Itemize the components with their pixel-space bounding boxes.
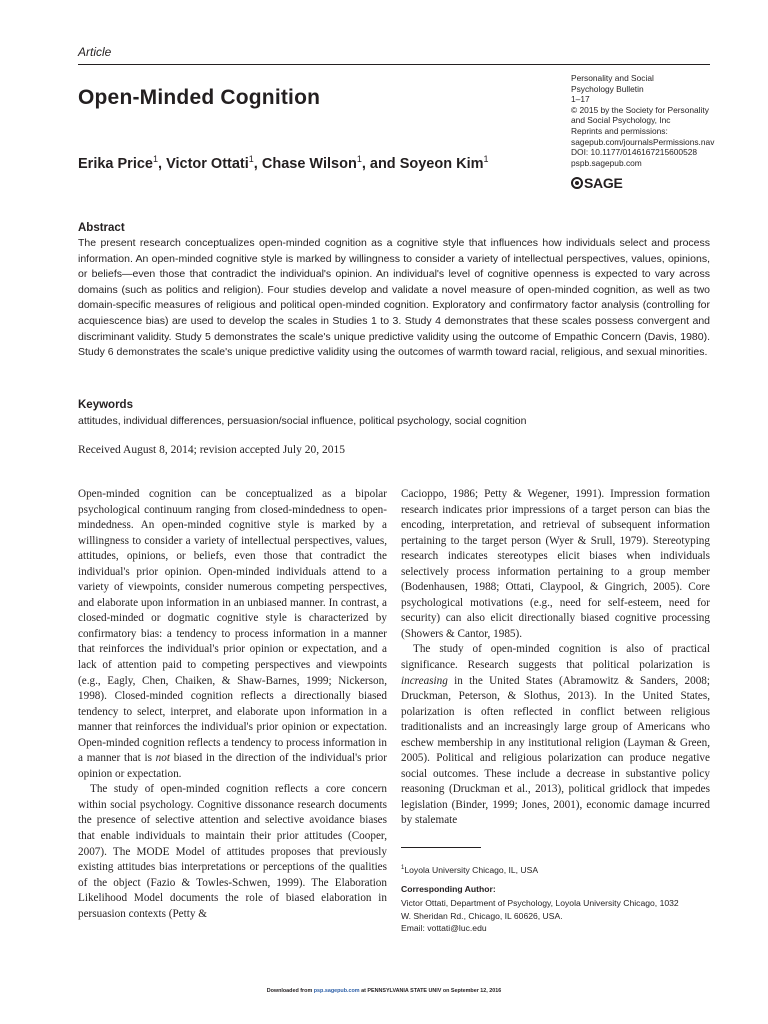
keywords-text: attitudes, individual differences, persuasion/social influence, political psychology, social cognition xyxy=(78,415,527,427)
corresponding-author-details xyxy=(401,897,711,935)
author-list xyxy=(78,154,489,172)
journal-info-line: DOI: 10.1177/0146167215600528 xyxy=(571,147,698,158)
download-source-link[interactable]: psp.sagepub.com xyxy=(313,988,360,994)
author-separator: , and xyxy=(361,155,400,172)
author-affiliation-mark: 1 xyxy=(483,154,489,164)
corresponding-line: Victor Ottati, Department of Psychology, Loyola University Chicago, 1032 xyxy=(401,898,679,908)
received-dates: Received August 8, 2014; revision accepted July 20, 2015 xyxy=(78,444,346,456)
abstract-text: The present research conceptualizes open-minded cognition as a cognitive style that influences how individuals select and process information. An open-minded cognitive style is marked by willingness to consider a variety of intellectual perspectives, values, opinions, or beliefs—even those that contradict the individual's opinion. An individual's level of cognitive openness is expected to vary across domains (such as politics and religion). Four studies develop and validate a novel measure of open-minded cognition, as well as two domain-specific measures of religious and political open-minded cognition. Exploratory and confirmatory factor analysis (controlling for acquiescence bias) are used to develop the scales in Studies 1 to 3. Study 4 demonstrates that these scales possess convergent and discriminant validity. Study 5 demonstrates the scale's unique predictive validity using the outcome of Empathic Concern (Davis, 1980). Study 6 demonstrates the scale's unique predictive validity using the outcomes of warmth toward racial, religious, and sexual minorities. xyxy=(78,237,710,359)
footnote-rule xyxy=(401,847,481,848)
author-name: Erika Price xyxy=(78,155,153,172)
body-paragraph: The study of open-minded cognition reflects a core concern within social psychology. Cognitive dissonance research documents the presence of selective attention and selective avoidance biases that enable individuals to maintain their prior attitudes (Cooper, 2007). The MODE Model of attitudes proposes that previously existing attitudes bias interpretations or perceptions of the qualities of the object (Fazio & Towles-Schwen, 1999). The Elaboration Likelihood Model documents the role of biased elaboration in persuasion contexts (Petty & xyxy=(78,783,387,920)
body-paragraph: Cacioppo, 1986; Petty & Wegener, 1991). Impression formation research indicates prior impressions of a target person can bias the encoding, interpretation, and retrieval of subsequent information pertaining to the target person (Wyer & Srull, 1979). Stereotyping research indicates stereotypes elicit biases when individuals selectively process information pertaining to a group member (Bodenhausen, 1988; Ottati, Claypool, & Gingrich, 2005). Core psychological motivations (e.g., need for self-esteem, need for security) can also elicit directionally biased cognitive processing (Showers & Cantor, 1985). xyxy=(401,488,710,640)
sage-logo-text: SAGE xyxy=(584,175,623,191)
journal-info-line: and Social Psychology, Inc xyxy=(571,115,671,126)
download-notice: Downloaded from psp.sagepub.com at PENNSYLVANIA STATE UNIV on September 12, 2016 xyxy=(266,988,502,994)
journal-info-line: Personality and Social xyxy=(571,73,654,83)
article-title: Open-Minded Cognition xyxy=(78,86,321,109)
body-column-right xyxy=(401,487,710,829)
author-affiliation-mark: 1 xyxy=(248,154,254,164)
sage-logo-icon xyxy=(571,177,583,189)
journal-info-line: pspb.sagepub.com xyxy=(571,157,642,168)
author-affiliation-mark: 1 xyxy=(356,154,362,164)
journal-info-line: sagepub.com/journalsPermissions.nav xyxy=(571,136,715,147)
author-name: Victor Ottati xyxy=(166,155,249,172)
affiliation-text: Loyola University Chicago, IL, USA xyxy=(404,865,539,875)
author-separator: , xyxy=(253,155,262,172)
author-separator: , xyxy=(158,155,167,172)
author-name: Chase Wilson xyxy=(261,155,357,172)
body-paragraph: Open-minded cognition can be conceptualized as a bipolar psychological continuum ranging from closed-mindedness to open-mindedness. An open-minded cognitive style is marked by a willingness to consider a variety of intellectual perspectives, values, attitudes, opinions, or beliefs, even those that contradict the individual's prior opinion. Open-minded individuals attend to a variety of viewpoints, consider numerous competing perspectives, and elaborate upon information in an unbiased manner. In contrast, a closed-minded or dogmatic cognitive style is characterized by confirmatory bias: a tendency to process information in a manner that reinforces the individual's prior opinion or expectation, and a lack of attention paid to competing perspectives and viewpoints (e.g., Eagly, Chen, Chaiken, & Shaw-Barnes, 1999; Nickerson, 1998). Closed-minded cognition reflects a directionally biased tendency to select, interpret, and elaborate upon information in a manner that reinforces the individual's prior opinion or expectation. Open-minded cognition reflects a tendency to process information in a manner that is not biased in the direction of the individual's prior opinion or expectation. xyxy=(78,488,387,780)
article-type-label: Article xyxy=(78,45,112,59)
corresponding-line: Email: vottati@luc.edu xyxy=(401,923,487,933)
author-name: Soyeon Kim xyxy=(399,155,484,172)
sage-logo xyxy=(571,175,622,191)
corresponding-line: W. Sheridan Rd., Chicago, IL 60626, USA. xyxy=(401,910,563,921)
journal-info-line: Reprints and permissions: xyxy=(571,125,668,136)
abstract-heading: Abstract xyxy=(78,222,125,234)
body-column-left xyxy=(78,487,387,922)
journal-info xyxy=(571,73,731,168)
header-rule xyxy=(78,64,710,65)
body-paragraph: The study of open-minded cognition is also of practical significance. Research suggests that political polarization is increasing in the United States (Abramowitz & Sanders, 2008; Druckman, Peterson, & Slothus, 2013). In the United States, polarization is often reflected in conflict between religious traditionalists and an increasingly large group of Americans who eschew membership in any institutional religion (Layman & Green, 2005). Political and religious polarization can produce negative social outcomes. These include a decrease in substantive policy reasoning (Druckman et al., 2013), political gridlock that impedes legislation (Binder, 1999; Jones, 2001), economic damage incurred by stalemate xyxy=(401,643,710,827)
affiliation-footnote xyxy=(401,865,538,875)
journal-info-line: 1–17 xyxy=(571,94,590,105)
keywords-heading: Keywords xyxy=(78,399,133,411)
footnote-mark: 1 xyxy=(401,865,405,872)
journal-info-line: Psychology Bulletin xyxy=(571,83,644,94)
author-affiliation-mark: 1 xyxy=(152,154,158,164)
corresponding-author-heading: Corresponding Author: xyxy=(401,884,496,894)
journal-info-line: © 2015 by the Society for Personality xyxy=(571,104,709,115)
